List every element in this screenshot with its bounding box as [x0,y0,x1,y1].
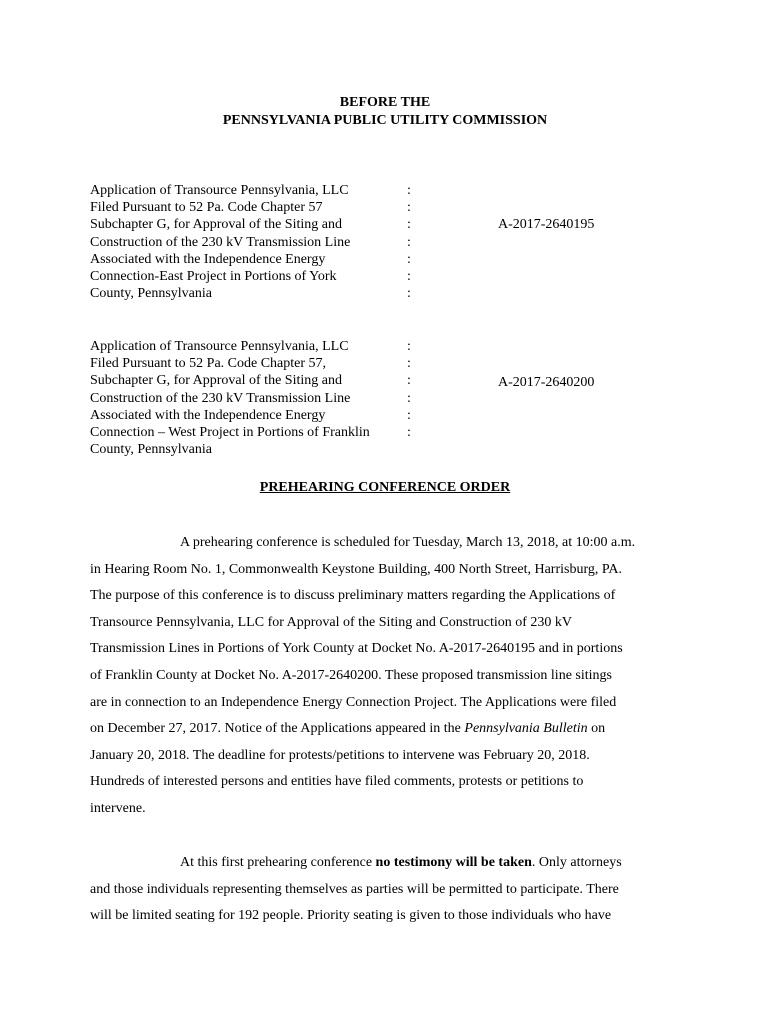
colon: : [407,407,411,423]
caption-title [90,338,400,458]
text-run: on December 27, 2017. Notice of the Applications appeared in the [90,721,465,737]
text-run: on [587,721,606,737]
paragraph-line: intervene. [90,801,146,816]
paragraph-line [90,721,605,737]
commission-header [0,94,770,130]
colon: : [407,268,411,284]
colon: : [407,200,411,216]
paragraph-line: January 20, 2018. The deadline for protests/petitions to intervene was February 20, 2018. [90,747,590,763]
publication-name: Pennsylvania Bulletin [464,721,588,737]
text-run: . Only attorneys [531,855,622,870]
paragraph-line: A prehearing conference is scheduled for Tuesday, March 13, 2018, at 10:00 a.m. [180,535,636,550]
caption-line: Construction of the 230 kV Transmission Line [90,390,351,406]
colon: : [407,356,411,372]
caption-line: Application of Transource Pennsylvania, LLC [90,183,349,198]
colon: : [407,183,411,198]
paragraph-line [180,855,622,871]
caption-line: Subchapter G, for Approval of the Siting and [90,373,342,389]
colon: : [407,217,411,233]
caption-line: Subchapter G, for Approval of the Siting and [90,217,342,233]
paragraph-line: in Hearing Room No. 1, Commonwealth Keystone Building, 400 North Street, Harrisburg, PA. [90,561,622,577]
paragraph-line: Transource Pennsylvania, LLC for Approval of the Siting and Construction of 230 kV [90,614,573,630]
order-title: PREHEARING CONFERENCE ORDER [259,480,511,495]
colon: : [407,234,411,250]
caption-colon-column [407,182,417,302]
caption-line: Construction of the 230 kV Transmission Line [90,234,351,250]
colon: : [407,424,411,440]
colon: : [407,373,411,389]
caption-line: Filed Pursuant to 52 Pa. Code Chapter 57 [90,200,323,216]
colon: : [407,390,411,406]
paragraph-line: Hundreds of interested persons and entities have filed comments, protests or petitions to [90,774,584,790]
caption-line: Connection – West Project in Portions of Franklin [90,424,370,440]
caption-colon-column [407,338,417,441]
colon: : [407,286,411,302]
paragraph-line: and those individuals representing themselves as parties will be permitted to participate. There [90,881,619,897]
docket-number: A-2017-2640200 [498,375,595,390]
caption-line: Associated with the Independence Energy [90,251,326,267]
emphasis-text: no testimony will be taken [375,855,532,870]
docket-number: A-2017-2640195 [498,217,595,232]
caption-line: Application of Transource Pennsylvania, LLC [90,339,349,354]
text-run: At this first prehearing conference [180,855,376,870]
caption-line: County, Pennsylvania [90,286,212,302]
paragraph-line: Transmission Lines in Portions of York County at Docket No. A-2017-2640195 and in portions [90,641,623,657]
caption-title [90,182,400,302]
paragraph-line: of Franklin County at Docket No. A-2017-2640200. These proposed transmission line sitings [90,668,612,683]
colon: : [407,251,411,267]
colon: : [407,339,411,354]
caption-line: Connection-East Project in Portions of York [90,268,337,284]
caption-line: Associated with the Independence Energy [90,407,326,423]
paragraph-line: will be limited seating for 192 people. Priority seating is given to those individuals who have [90,908,612,924]
paragraph-line: The purpose of this conference is to discuss preliminary matters regarding the Applications of [90,588,616,604]
paragraph-line: are in connection to an Independence Energy Connection Project. The Applications were filed [90,694,617,710]
caption-line: County, Pennsylvania [90,442,212,458]
header-line-2: PENNSYLVANIA PUBLIC UTILITY COMMISSION [222,113,548,128]
header-line-1: BEFORE THE [339,95,431,110]
caption-line: Filed Pursuant to 52 Pa. Code Chapter 57, [90,356,327,372]
